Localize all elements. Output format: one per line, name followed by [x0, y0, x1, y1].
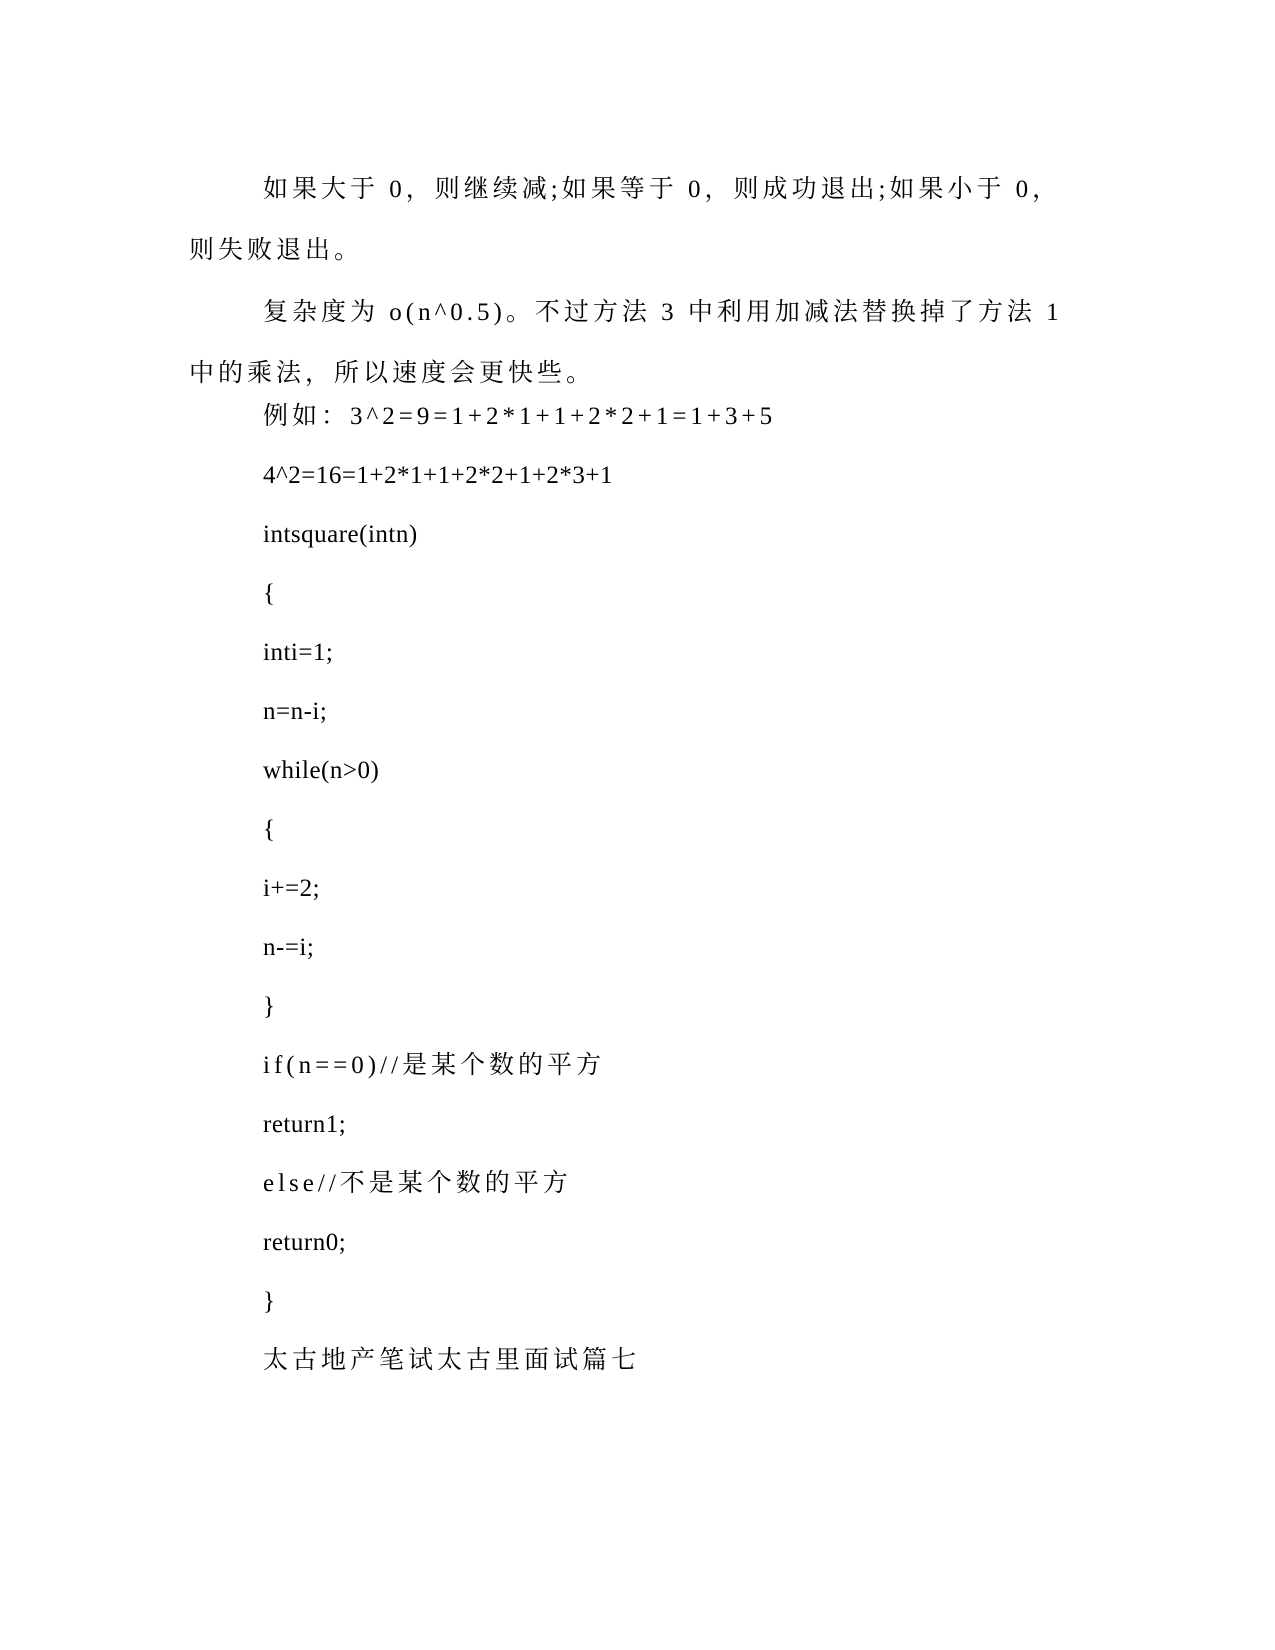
code-line: i+=2;: [263, 875, 321, 902]
example-line-2: 4^2=16=1+2*1+1+2*2+1+2*3+1: [263, 462, 614, 489]
code-line: inti=1;: [263, 639, 334, 666]
code-line: {: [263, 816, 276, 843]
section-heading: 太古地产笔试太古里面试篇七: [263, 1347, 641, 1374]
code-line: {: [263, 580, 276, 607]
code-line: n-=i;: [263, 934, 315, 961]
code-line: return0;: [263, 1229, 347, 1256]
code-line: intsquare(intn): [263, 521, 418, 548]
paragraph-subtract-rule: 如果大于 0，则继续减;如果等于 0，则成功退出;如果小于 0，则失败退出。: [189, 176, 1062, 264]
code-line: }: [263, 1288, 276, 1315]
code-line: else//不是某个数的平方: [263, 1170, 572, 1197]
code-line: while(n>0): [263, 757, 380, 784]
code-line: if(n==0)//是某个数的平方: [263, 1052, 606, 1079]
code-line: }: [263, 993, 276, 1020]
example-line: 例如：3^2=9=1+2*1+1+2*2+1=1+3+5: [263, 403, 777, 430]
code-line: n=n-i;: [263, 698, 328, 725]
paragraph-complexity: 复杂度为 o(n^0.5)。不过方法 3 中利用加减法替换掉了方法 1 中的乘法，所以速度会更快些。: [189, 299, 1063, 387]
code-line: return1;: [263, 1111, 347, 1138]
